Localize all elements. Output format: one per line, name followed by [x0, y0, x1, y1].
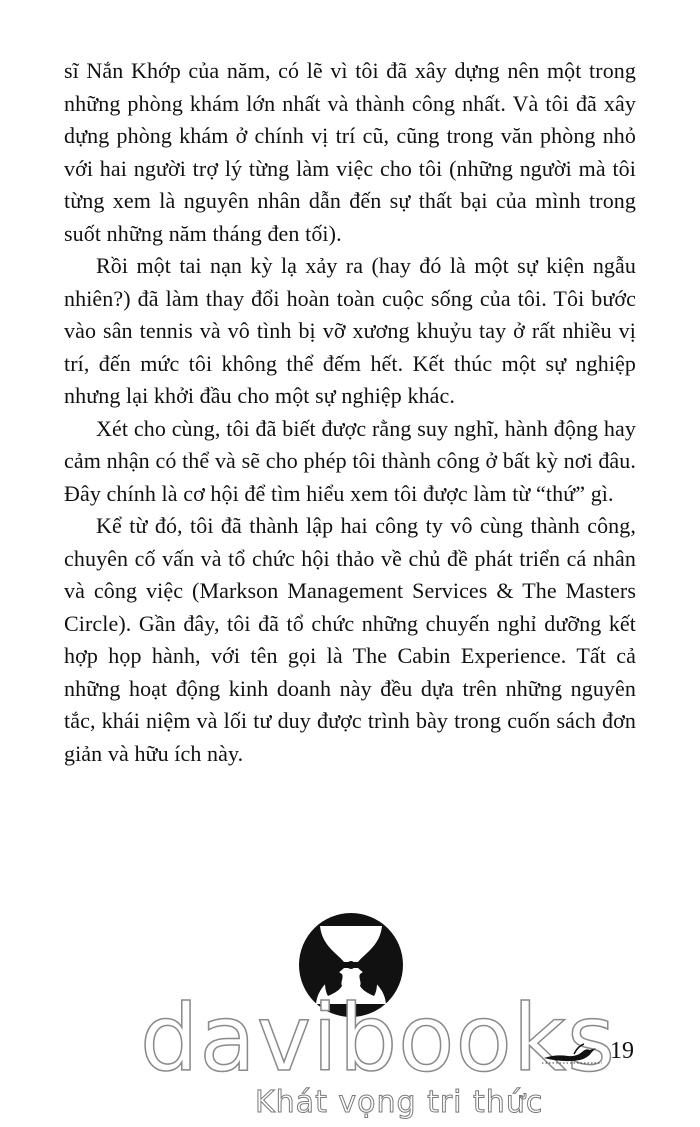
paragraph-3: Xét cho cùng, tôi đã biết được rằng suy nghĩ, hành động hay cảm nhận có thể và sẽ cho phép tôi thành công ở bất kỳ nơi đâu. Đây chính là cơ hội để tìm hiểu xem tôi được làm từ “thứ” gì. — [64, 415, 636, 506]
paragraph-1: sĩ Nắn Khớp của năm, có lẽ vì tôi đã xây dựng nên một trong những phòng khám lớn nhất và thành công nhất. Và tôi đã xây dựng phòng khám ở chính vị trí cũ, cũng trong văn phòng nhỏ với hai người trợ lý từng làm việc cho tôi (những người mà tôi từng xem là nguyên nhân dẫn đến sự thất bại của mình trong suốt những năm tháng đen tối). — [64, 58, 636, 246]
paragraph-4: Kể từ đó, tôi đã thành lập hai công ty vô cùng thành công, chuyên cố vấn và tổ chức hội thảo về chủ đề phát triển cá nhân và công việc (Markson Management Services & The Masters Circle). Gần đây, tôi đã tổ chức những chuyến nghỉ dưỡng kết hợp họp hành, với tên gọi là The Cabin Experience. Tất cả những hoạt động kinh doanh này đều dựa trên những nguyên tắc, khái niệm và lối tư duy được trình bày trong cuốn sách đơn giản và hữu ích này. — [64, 513, 636, 766]
watermark-tagline: Khát vọng tri thức — [255, 1085, 544, 1120]
page-number: 19 — [610, 1038, 634, 1064]
watermark-logo — [140, 985, 616, 1092]
body-text — [64, 55, 636, 770]
watermark-brand: davibooks — [140, 985, 616, 1092]
paragraph-2: Rồi một tai nạn kỳ lạ xảy ra (hay đó là một sự kiện ngẫu nhiên?) đã làm thay đổi hoàn toàn cuộc sống của tôi. Tôi bước vào sân tennis và vô tình bị vỡ xương khuỷu tay ở rất nhiều vị trí, đến mức tôi không thể đếm hết. Kết thúc một sự nghiệp nhưng lại khởi đầu cho một sự nghiệp khác. — [64, 253, 636, 408]
swan-ornament-icon — [540, 1036, 604, 1066]
